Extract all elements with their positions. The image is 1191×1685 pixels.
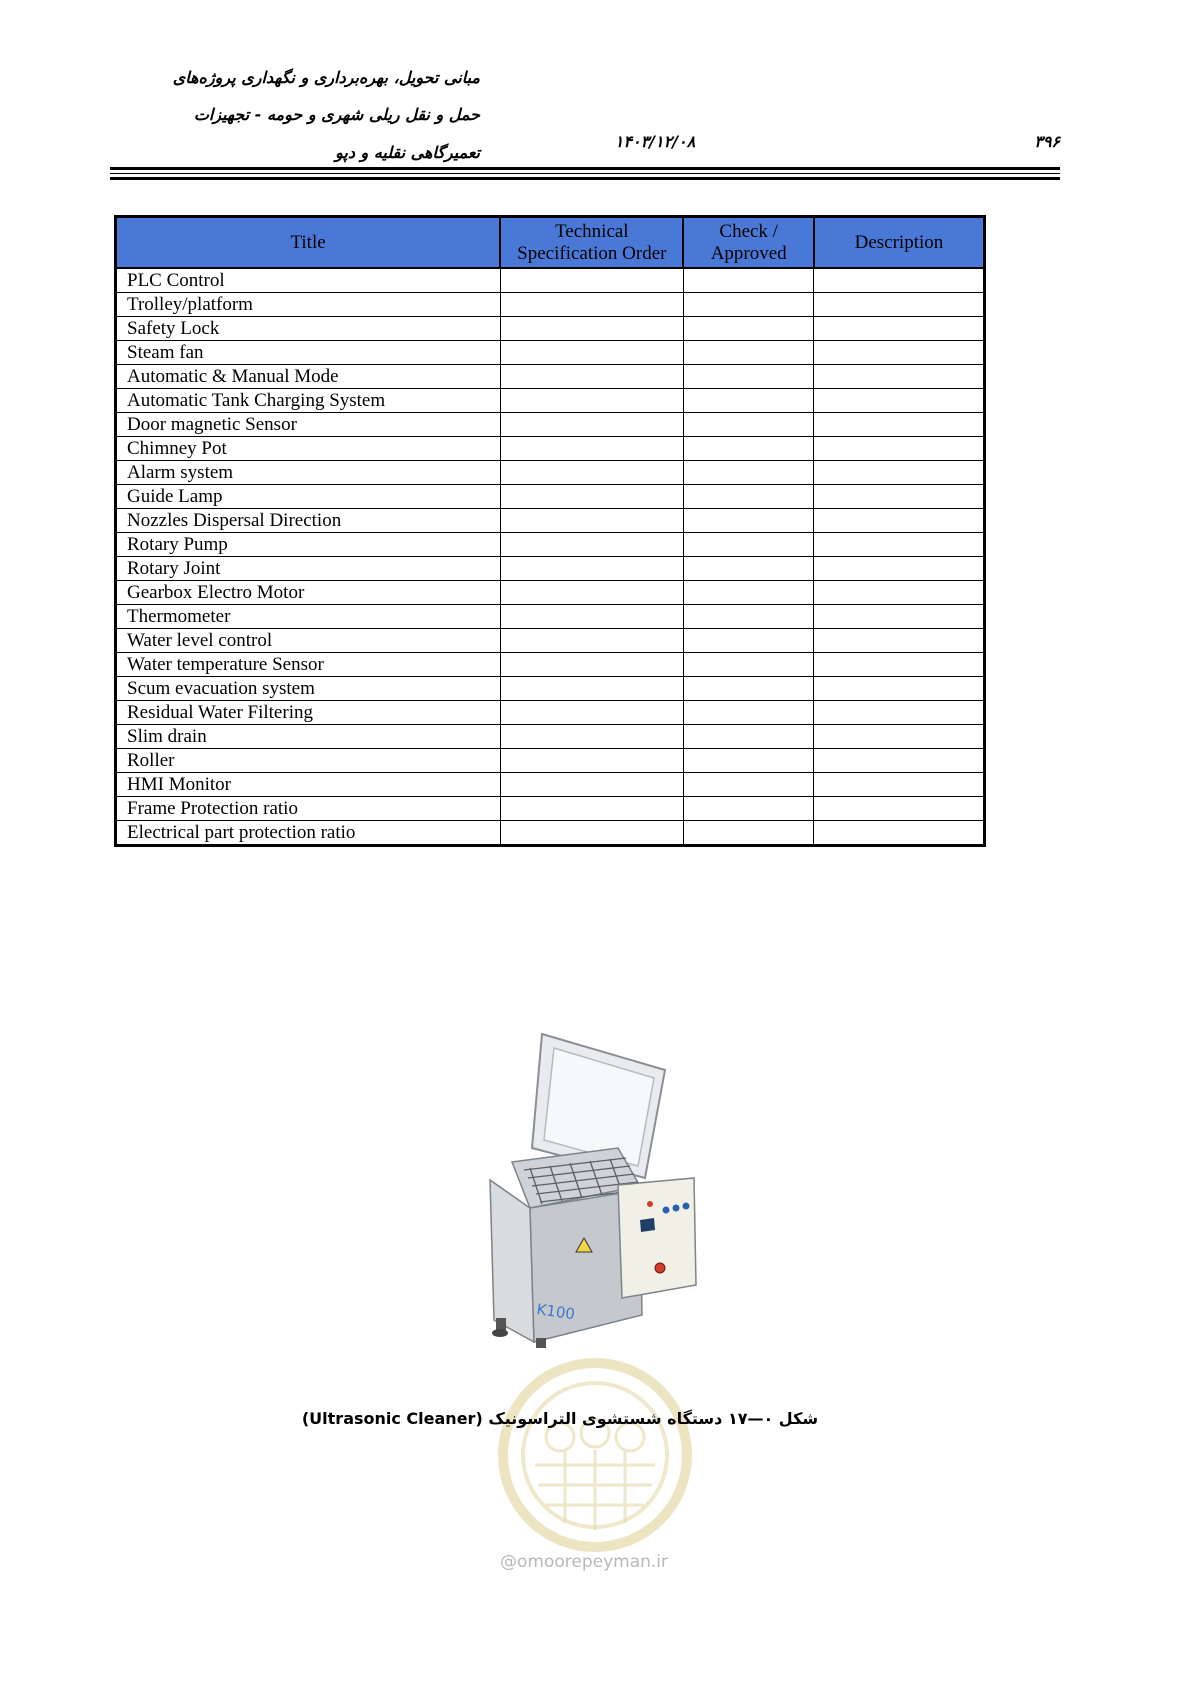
ultrasonic-cleaner-image xyxy=(450,1030,710,1350)
table-row xyxy=(116,413,985,437)
check-approved-cell xyxy=(683,317,813,341)
spec-order-cell xyxy=(500,821,683,846)
table-row xyxy=(116,581,985,605)
row-title-cell: Automatic Tank Charging System xyxy=(116,389,501,413)
check-approved-cell xyxy=(683,557,813,581)
header-date: ۱۴۰۳/۱۲/۰۸ xyxy=(614,132,696,151)
row-title-cell: Trolley/platform xyxy=(116,293,501,317)
description-cell xyxy=(814,701,985,725)
check-approved-cell xyxy=(683,725,813,749)
row-title-cell: PLC Control xyxy=(116,268,501,293)
row-title-cell: Guide Lamp xyxy=(116,485,501,509)
row-title-cell: Door magnetic Sensor xyxy=(116,413,501,437)
table-row xyxy=(116,557,985,581)
spec-order-cell xyxy=(500,677,683,701)
description-cell xyxy=(814,293,985,317)
check-approved-cell xyxy=(683,605,813,629)
description-cell xyxy=(814,509,985,533)
description-cell xyxy=(814,389,985,413)
row-title-cell: Rotary Pump xyxy=(116,533,501,557)
spec-order-cell xyxy=(500,413,683,437)
check-approved-cell xyxy=(683,773,813,797)
description-cell xyxy=(814,341,985,365)
table-header-row xyxy=(116,217,985,269)
check-approved-cell xyxy=(683,653,813,677)
spec-order-cell xyxy=(500,341,683,365)
header-title-line-1: مبانی تحویل، بهره‌برداری و نگهداری پروژه‌های xyxy=(172,68,480,87)
spec-order-cell xyxy=(500,581,683,605)
table-row xyxy=(116,749,985,773)
spec-order-cell xyxy=(500,389,683,413)
spec-order-cell xyxy=(500,509,683,533)
description-cell xyxy=(814,725,985,749)
description-cell xyxy=(814,317,985,341)
spec-order-cell xyxy=(500,461,683,485)
spec-order-cell xyxy=(500,365,683,389)
description-cell xyxy=(814,557,985,581)
spec-order-cell xyxy=(500,437,683,461)
table-row xyxy=(116,437,985,461)
column-header-technical-specification-order: Technical Specification Order xyxy=(500,217,683,269)
header-rule-top xyxy=(110,167,1060,170)
check-approved-cell xyxy=(683,677,813,701)
table-row xyxy=(116,365,985,389)
description-cell xyxy=(814,797,985,821)
header-title-line-2: حمل و نقل ریلی شهری و حومه - تجهیزات xyxy=(193,105,480,124)
check-approved-cell xyxy=(683,797,813,821)
check-approved-cell xyxy=(683,821,813,846)
row-title-cell: Frame Protection ratio xyxy=(116,797,501,821)
description-cell xyxy=(814,773,985,797)
figure-caption: شکل ۰—۱۷ دستگاه شستشوی التراسونیک (Ultrasonic Cleaner) xyxy=(301,1409,819,1428)
header-rule-bottom xyxy=(110,177,1060,180)
spec-order-cell xyxy=(500,485,683,509)
check-approved-cell xyxy=(683,389,813,413)
description-cell xyxy=(814,437,985,461)
description-cell xyxy=(814,605,985,629)
table-row xyxy=(116,485,985,509)
spec-order-cell xyxy=(500,749,683,773)
spec-order-cell xyxy=(500,533,683,557)
description-cell xyxy=(814,629,985,653)
spec-order-cell xyxy=(500,268,683,293)
table-row xyxy=(116,268,985,293)
watermark-url: @omoorepeyman.ir xyxy=(500,1552,669,1572)
header-rule-middle xyxy=(110,173,1060,174)
spec-order-cell xyxy=(500,701,683,725)
spec-order-cell xyxy=(500,605,683,629)
spec-order-cell xyxy=(500,317,683,341)
table-row xyxy=(116,653,985,677)
table-row xyxy=(116,461,985,485)
row-title-cell: Residual Water Filtering xyxy=(116,701,501,725)
check-approved-cell xyxy=(683,268,813,293)
row-title-cell: Chimney Pot xyxy=(116,437,501,461)
table-row xyxy=(116,797,985,821)
table-row xyxy=(116,341,985,365)
row-title-cell: Scum evacuation system xyxy=(116,677,501,701)
header-title-line-3: تعمیرگاهی نقلیه و دپو xyxy=(335,143,480,162)
spec-order-cell xyxy=(500,797,683,821)
check-approved-cell xyxy=(683,293,813,317)
row-title-cell: Roller xyxy=(116,749,501,773)
check-approved-cell xyxy=(683,629,813,653)
spec-order-cell xyxy=(500,653,683,677)
column-header-title: Title xyxy=(116,217,501,269)
check-approved-cell xyxy=(683,749,813,773)
description-cell xyxy=(814,461,985,485)
table-row xyxy=(116,389,985,413)
table-row xyxy=(116,317,985,341)
check-approved-cell xyxy=(683,437,813,461)
row-title-cell: Automatic & Manual Mode xyxy=(116,365,501,389)
machine-model-label: K100 xyxy=(535,1300,577,1324)
check-approved-cell xyxy=(683,341,813,365)
spec-order-cell xyxy=(500,629,683,653)
spec-order-cell xyxy=(500,773,683,797)
row-title-cell: Alarm system xyxy=(116,461,501,485)
column-header-description: Description xyxy=(814,217,985,269)
row-title-cell: Rotary Joint xyxy=(116,557,501,581)
spec-checklist-table xyxy=(114,215,986,847)
table-row xyxy=(116,725,985,749)
description-cell xyxy=(814,677,985,701)
page-number: ۳۹۶ xyxy=(1034,132,1060,151)
table-row xyxy=(116,533,985,557)
spec-order-cell xyxy=(500,725,683,749)
table-row xyxy=(116,629,985,653)
table-row xyxy=(116,509,985,533)
description-cell xyxy=(814,653,985,677)
check-approved-cell xyxy=(683,365,813,389)
description-cell xyxy=(814,365,985,389)
column-header-check-approved: Check / Approved xyxy=(683,217,813,269)
row-title-cell: Thermometer xyxy=(116,605,501,629)
check-approved-cell xyxy=(683,509,813,533)
spec-order-cell xyxy=(500,557,683,581)
row-title-cell: Nozzles Dispersal Direction xyxy=(116,509,501,533)
check-approved-cell xyxy=(683,461,813,485)
row-title-cell: Gearbox Electro Motor xyxy=(116,581,501,605)
watermark-seal-logo xyxy=(490,1345,700,1575)
description-cell xyxy=(814,485,985,509)
description-cell xyxy=(814,821,985,846)
check-approved-cell xyxy=(683,485,813,509)
row-title-cell: Steam fan xyxy=(116,341,501,365)
description-cell xyxy=(814,413,985,437)
table-row xyxy=(116,605,985,629)
row-title-cell: Water level control xyxy=(116,629,501,653)
table-row xyxy=(116,293,985,317)
check-approved-cell xyxy=(683,581,813,605)
table-row xyxy=(116,701,985,725)
check-approved-cell xyxy=(683,701,813,725)
check-approved-cell xyxy=(683,533,813,557)
row-title-cell: Water temperature Sensor xyxy=(116,653,501,677)
table-row xyxy=(116,821,985,846)
description-cell xyxy=(814,533,985,557)
row-title-cell: Safety Lock xyxy=(116,317,501,341)
row-title-cell: HMI Monitor xyxy=(116,773,501,797)
row-title-cell: Electrical part protection ratio xyxy=(116,821,501,846)
table-row xyxy=(116,677,985,701)
table-row xyxy=(116,773,985,797)
description-cell xyxy=(814,749,985,773)
row-title-cell: Slim drain xyxy=(116,725,501,749)
description-cell xyxy=(814,581,985,605)
check-approved-cell xyxy=(683,413,813,437)
spec-order-cell xyxy=(500,293,683,317)
description-cell xyxy=(814,268,985,293)
